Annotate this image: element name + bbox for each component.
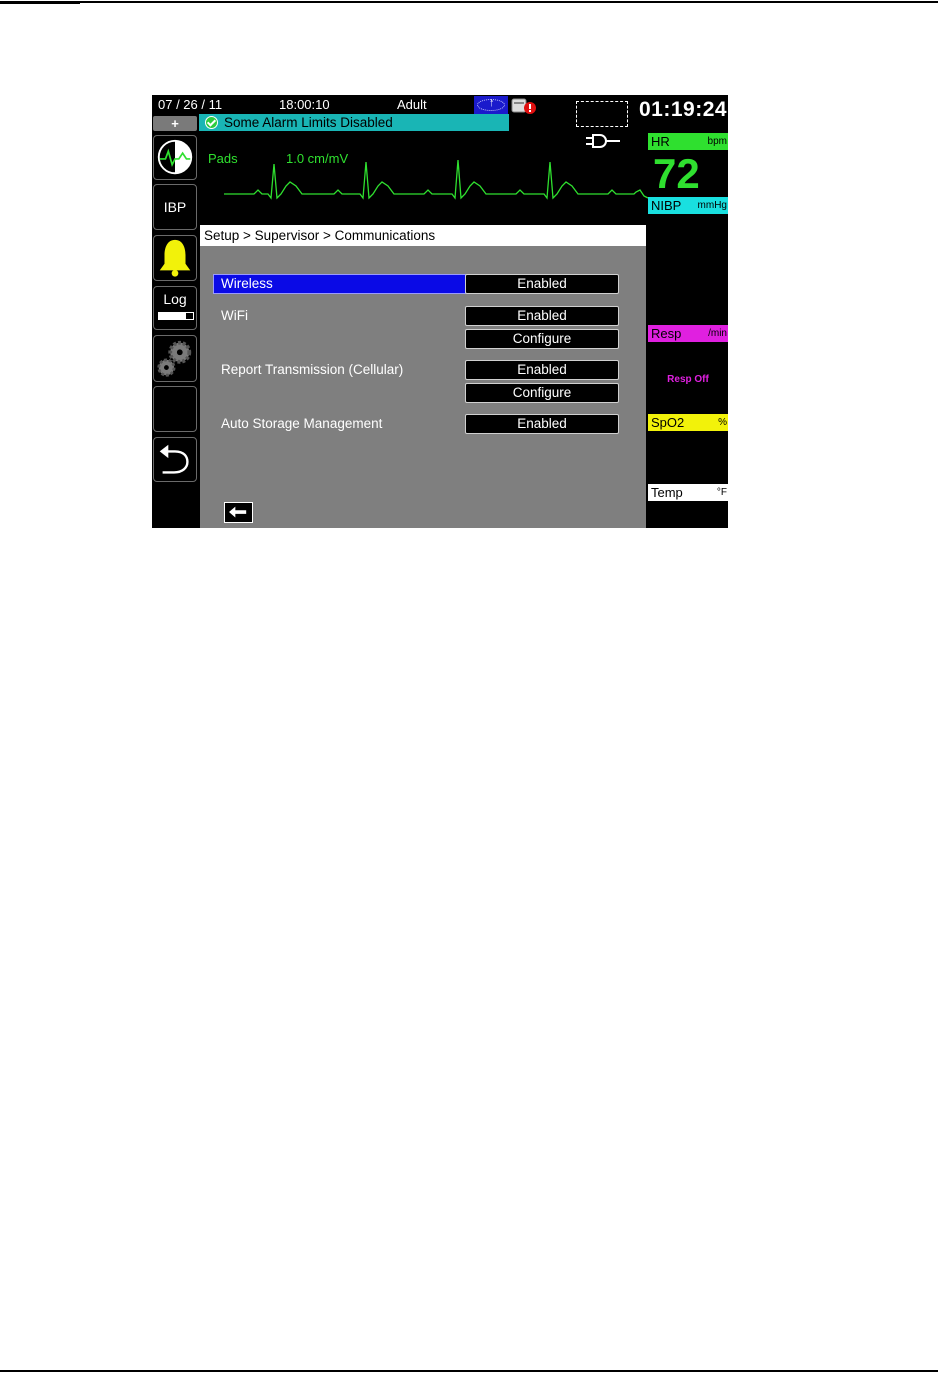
ibp-softkey-label: IBP	[163, 199, 187, 215]
page-top-rule	[0, 1, 938, 3]
spo2-header	[648, 414, 728, 431]
gears-icon	[154, 336, 196, 381]
back-button[interactable]	[224, 502, 253, 523]
nibp-unit: mmHg	[697, 200, 727, 211]
temp-label: Temp	[651, 485, 683, 500]
wireless-label[interactable]: Wireless	[221, 276, 273, 291]
log-capacity-bar	[158, 312, 194, 320]
monitor-screen	[152, 95, 728, 528]
check-icon	[205, 116, 218, 129]
wifi-label[interactable]: WiFi	[221, 308, 248, 323]
elapsed-clock: 01:19:24	[639, 98, 728, 121]
breadcrumb-text: Setup > Supervisor > Communications	[204, 228, 436, 243]
ecg-heart-icon	[154, 136, 196, 179]
status-time: 18:00:10	[279, 97, 330, 112]
hr-unit: bpm	[707, 136, 727, 147]
page-top-rule-accent	[0, 3, 80, 4]
alarm-message: Some Alarm Limits Disabled	[224, 115, 393, 130]
resp-header	[648, 325, 728, 342]
communications-dialog	[200, 225, 646, 528]
hr-label: HR	[651, 134, 670, 149]
auto-storage-label[interactable]: Auto Storage Management	[221, 416, 383, 431]
printer-alert-icon	[510, 96, 536, 116]
temp-unit: °F	[716, 487, 727, 498]
spo2-unit: %	[718, 417, 727, 428]
resp-off-status: Resp Off	[667, 374, 709, 385]
log-softkey-label: Log	[163, 291, 187, 307]
ibp-softkey[interactable]	[153, 184, 197, 230]
page-bottom-rule	[0, 1370, 938, 1372]
ac-power-plug-icon	[584, 133, 622, 149]
hr-header	[648, 133, 728, 150]
spo2-label: SpO2	[651, 415, 685, 430]
ecg-lead-softkey[interactable]	[153, 135, 197, 180]
temp-header	[648, 484, 728, 501]
resp-label: Resp	[651, 326, 682, 341]
report-transmission-configure-button[interactable]: Configure	[465, 383, 619, 403]
hr-value: 72	[653, 150, 700, 197]
wireless-status-icon: ↑	[474, 96, 508, 114]
resp-unit: /min	[708, 328, 727, 339]
report-transmission-label[interactable]: Report Transmission (Cellular)	[221, 362, 404, 377]
return-arrow-icon	[154, 438, 196, 481]
return-softkey[interactable]	[153, 437, 197, 482]
report-transmission-value-button[interactable]: Enabled	[465, 360, 619, 380]
wifi-configure-button[interactable]: Configure	[465, 329, 619, 349]
log-softkey[interactable]	[153, 286, 197, 330]
left-arrow-icon	[225, 503, 252, 522]
nibp-header	[648, 197, 728, 214]
ecg-waveform	[224, 150, 648, 202]
alarm-softkey[interactable]	[153, 235, 197, 281]
wifi-value-button[interactable]: Enabled	[465, 306, 619, 326]
wireless-value-button[interactable]: Enabled	[465, 274, 619, 294]
alarm-banner	[199, 114, 509, 131]
patient-type: Adult	[397, 97, 427, 112]
status-date: 07 / 26 / 11	[158, 97, 223, 112]
nibp-label: NIBP	[651, 198, 682, 213]
dialog-breadcrumb	[200, 225, 646, 246]
waveform-scale-label: 1.0 cm/mV	[286, 151, 349, 166]
auto-storage-value-button[interactable]: Enabled	[465, 414, 619, 434]
plus-button[interactable]: +	[153, 116, 197, 131]
bell-icon	[154, 236, 196, 280]
clock-placeholder-frame	[576, 101, 628, 127]
waveform-lead-label: Pads	[208, 151, 238, 166]
blank-softkey[interactable]	[153, 386, 197, 432]
setup-softkey[interactable]	[153, 335, 197, 382]
